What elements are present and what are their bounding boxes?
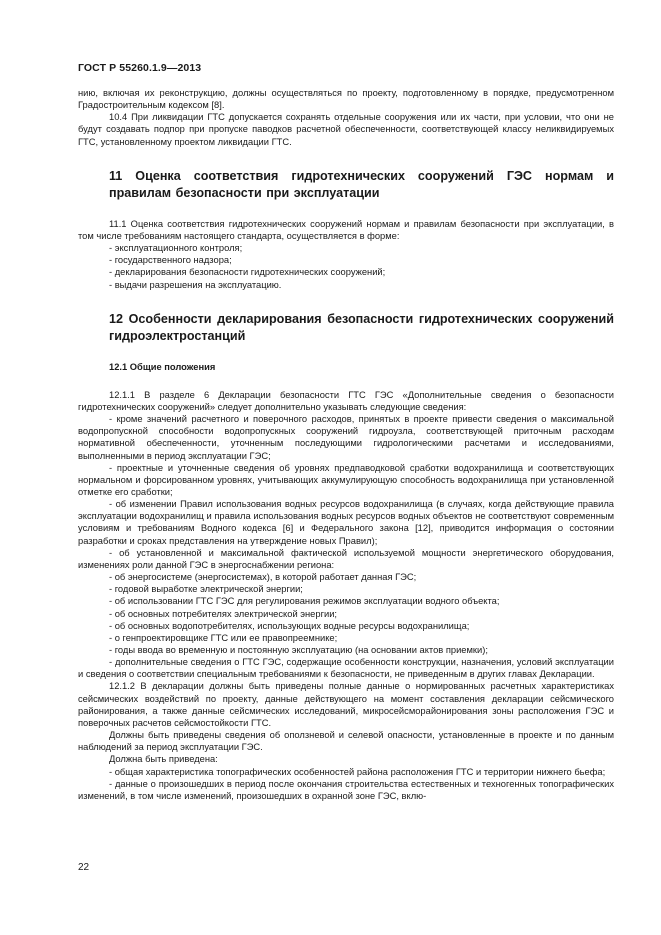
list-item: - кроме значений расчетного и поверочного расходов, принятых в проекте привести сведения о максимальной водопропускной способности водопропускных сооружений гидроузла, соответствующей приточным расходам нормативной обеспеченности, уточненным последующими гидрологическими расчетами и исследованиями, выполненными в период эксплуатации ГЭС; [78, 414, 614, 461]
section-heading: 11 Оценка соответствия гидротехнических сооружений ГЭС нормам и правилам безопасности при эксплуатации [109, 168, 614, 200]
body-paragraph: 11.1 Оценка соответствия гидротехнических сооружений нормам и правилам безопасности при эксплуатации, в том числе требованиям настоящего стандарта, осуществляется в форме: [78, 218, 614, 241]
list-item: - годы ввода во временную и постоянную эксплуатацию (на основании актов приемки); [109, 645, 488, 655]
list-item: - общая характеристика топографических особенностей района расположения ГТС и территории нижнего бьефа; [109, 766, 606, 777]
list-item: - декларирования безопасности гидротехнических сооружений; [109, 267, 386, 278]
list-item: - об установленной и максимальной фактической используемой мощности энергетического оборудования, изменениях роли данной ГЭС в энергоснабжении региона: [78, 547, 614, 570]
list-item: - данные о произошедших в период после окончания строительства естественных и техногенных топографических изменений, в том числе изменений, произошедших в охранной зоне ГЭС, вклю- [78, 778, 614, 801]
list-item: - годовой выработке электрической энергии; [109, 584, 303, 595]
page-body [78, 87, 614, 802]
intro-paragraph: нию, включая их реконструкцию, должны осуществляться по проекту, подготовленному в порядке, предусмотренном Градостроительным кодексом [8]. [78, 88, 614, 111]
list-item: - проектные и уточненные сведения об уровнях предпаводковой сработки водохранилища и соответствующих нормальном и форсированном уровнях, учитывающих аккумулирующую способность водохранилища при установленной отметке его сработки; [78, 462, 614, 497]
list-item: - государственного надзора; [109, 255, 232, 266]
list-item: - об использовании ГТС ГЭС для регулирования режимов эксплуатации водного объекта; [109, 596, 500, 607]
body-paragraph: 12.1.2 В декларации должны быть приведены полные данные о нормированных расчетных характеристиках сейсмических воздействий по проекту, данные действующего на момент составления декларации сейсмического районирования, а также данные сейсмических исследований, микросейсморайонирования зоны расположения ГЭС и поверочных расчетов сейсмостойкости ГТС. [78, 681, 614, 728]
body-paragraph: Должна быть приведена: [109, 754, 218, 765]
list-item: - об энергосистеме (энергосистемах), в которой работает данная ГЭС; [109, 572, 417, 583]
list-item: - об изменении Правил использования водных ресурсов водохранилища (в случаях, когда действующие правила эксплуатации водохранилищ и правила использования водных ресурсов водных объектов не соответствуют современным условиям и требованиям Водного кодекса [6] и Федерального закона [12], приводится информация о состоянии разработки и сроках представления на утверждение новых Правил); [78, 499, 614, 546]
page-number: 22 [78, 862, 90, 873]
list-item: - о генпроектировщике ГТС или ее правопреемнике; [109, 632, 338, 643]
document-code: ГОСТ Р 55260.1.9—2013 [78, 62, 202, 74]
subsection-heading: 12.1 Общие положения [109, 361, 216, 372]
list-item: - дополнительные сведения о ГТС ГЭС, содержащие особенности конструкции, назначения, условий эксплуатации и сведения о соответствии специальным требованиями к безопасности, не приведенным в других главах Декларации. [78, 657, 614, 680]
intro-paragraph: 10.4 При ликвидации ГТС допускается сохранять отдельные сооружения или их части, при условии, что они не будут создавать подпор при пропуске паводков расчетной обеспеченности, соответствующей классу неликвидируемых ГТС, установленному проектом ликвидации ГТС. [78, 112, 614, 147]
body-paragraph: 12.1.1 В разделе 6 Декларации безопасности ГТС ГЭС «Дополнительные сведения о безопасности гидротехнических сооружений» следует дополнительно указывать следующие сведения: [78, 389, 614, 412]
list-item: - об основных потребителях электрической энергии; [109, 608, 338, 619]
list-item: - выдачи разрешения на эксплуатацию. [109, 279, 282, 290]
body-paragraph: Должны быть приведены сведения об оползневой и селевой опасности, установленные в проекте и по данным наблюдений за период эксплуатации ГЭС. [78, 730, 614, 753]
list-item: - об основных водопотребителях, использующих водные ресурсы водохранилища; [109, 620, 470, 631]
list-item: - эксплуатационного контроля; [109, 243, 243, 254]
section-heading: 12 Особенности декларирования безопасности гидротехнических сооружений гидроэлектростанций [109, 311, 614, 343]
